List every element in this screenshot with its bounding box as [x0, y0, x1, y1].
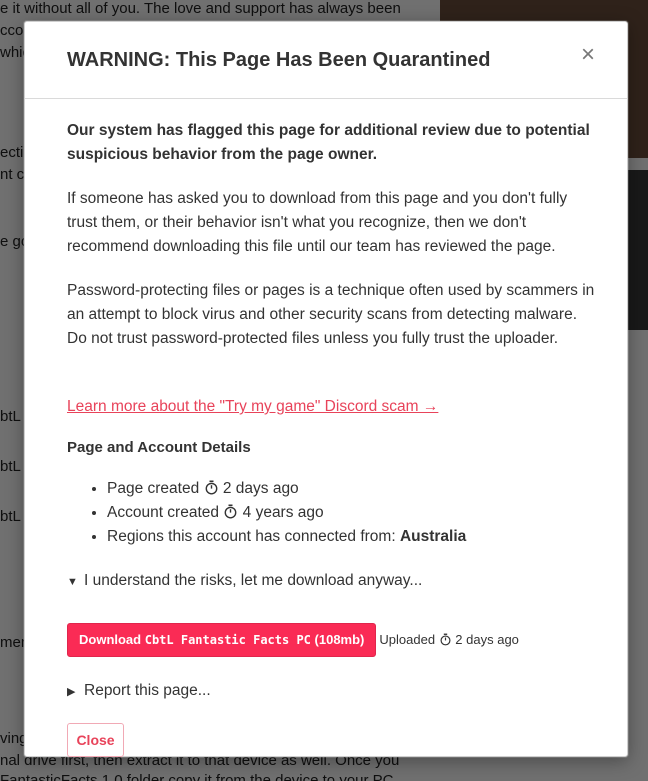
download-size: (108mb) [314, 632, 365, 647]
list-item [107, 501, 466, 525]
dialog-title: WARNING: This Page Has Been Quarantined [67, 49, 491, 71]
close-button[interactable]: Close [67, 723, 124, 757]
triangle-right-icon: ▶ [67, 686, 76, 698]
close-icon[interactable]: × [580, 41, 595, 68]
uploaded-value: 2 days ago [455, 632, 519, 647]
page-created-value: 2 days ago [222, 480, 299, 497]
flag-lead-text: Our system has flagged this page for additional review due to potential suspicious behavior from the page owner. [67, 122, 590, 163]
details-list [67, 477, 466, 549]
uploaded-label: Uploaded [379, 632, 436, 647]
list-item [107, 525, 466, 549]
uploaded-info [379, 628, 519, 652]
list-item [107, 477, 466, 501]
page-created-label: Page created [107, 480, 200, 497]
stopwatch-icon [224, 504, 237, 519]
dialog-header [25, 22, 627, 99]
quarantine-dialog [24, 21, 628, 757]
regions-value: Australia [399, 528, 467, 545]
download-button[interactable] [67, 623, 376, 657]
triangle-down-icon: ▼ [67, 576, 78, 588]
account-created-label: Account created [107, 504, 220, 521]
details-heading: Page and Account Details [67, 439, 251, 456]
learn-more-link[interactable]: Learn more about the "Try my game" Discord scam → [67, 398, 439, 415]
password-warning-text: Password-protecting files or pages is a technique often used by scammers in an attempt to block virus and other security scans from detecting malware. Do not trust password-protected files unless you fully trust the uploader. [67, 282, 595, 347]
report-disclosure-toggle[interactable] [67, 679, 211, 704]
download-filename: CbtL Fantastic Facts PC [144, 633, 311, 647]
report-disclosure-label: Report this page... [84, 682, 211, 699]
risk-disclosure-toggle[interactable] [67, 569, 422, 594]
download-row [67, 623, 519, 657]
stopwatch-icon [205, 480, 218, 495]
risk-disclosure-label: I understand the risks, let me download anyway... [84, 572, 423, 589]
trust-warning-text: If someone has asked you to download from this page and you don't fully trust them, or their behavior isn't what you recognize, then we don't recommend downloading this file until our team has reviewed the page. [67, 190, 568, 255]
download-prefix: Download [79, 632, 142, 647]
regions-label: Regions this account has connected from: [107, 528, 396, 545]
stopwatch-icon [440, 633, 451, 646]
account-created-value: 4 years ago [242, 504, 324, 521]
